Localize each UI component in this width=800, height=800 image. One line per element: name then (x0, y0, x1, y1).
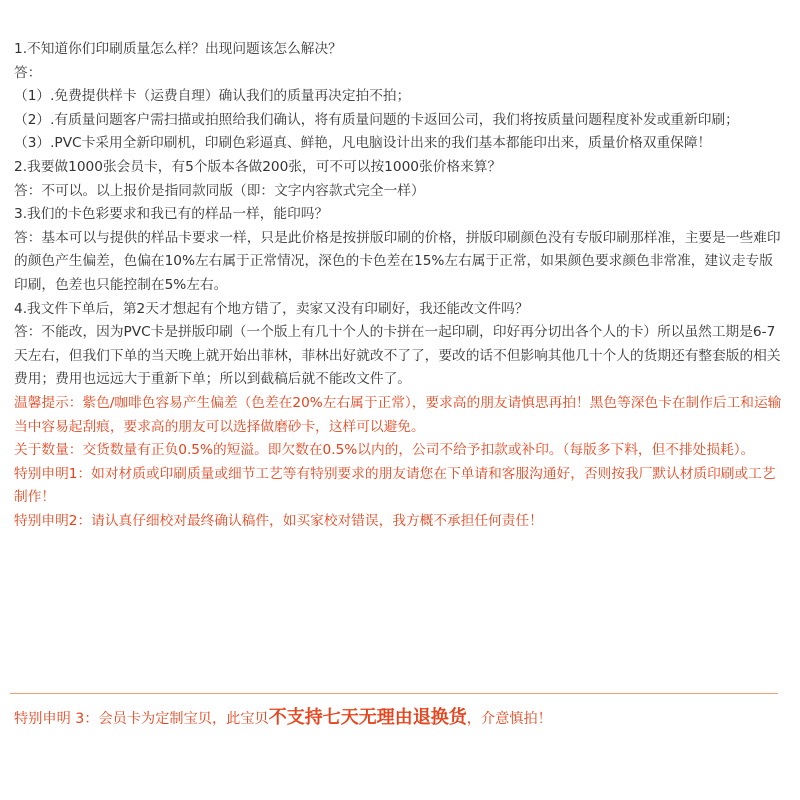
faq-paragraph: 温馨提示：紫色/咖啡色容易产生偏差（色差在20%左右属于正常），要求高的朋友请慎思再拍！黑色等深色卡在制作后工和运输当中容易起刮痕，要求高的朋友可以选择做磨砂卡，这样可以避免。 (14, 394, 782, 435)
faq-paragraph: （1）.免费提供样卡（运费自理）确认我们的质量再决定拍不拍； (14, 88, 411, 105)
faq-paragraph: 特别申明1：如对材质或印刷质量或细节工艺等有特别要求的朋友请您在下单请和客服沟通好，否则按我厂默认材质印刷或工艺制作！ (14, 465, 776, 506)
faq-paragraph: 3.我们的卡色彩要求和我已有的样品一样，能印吗？ (14, 206, 329, 223)
faq-paragraph: 答：不可以。以上报价是指同款同版（即：文字内容款式完全一样） (14, 182, 425, 199)
divider (10, 693, 778, 694)
faq-paragraph: 答：基本可以与提供的样品卡要求一样，只是此价格是按拼版印刷的价格，拼版印刷颜色没有专版印刷那样准，主要是一些难印的颜色产生偏差，色偏在10%左右属于正常情况，深色的卡色差在15%左右属于正常，如果颜色要求颜色非常准，建议走专版印刷，色差也只能控制在5%左右。 (14, 229, 781, 293)
final-notice-prefix: 特别申明 3：会员卡为定制宝贝，此宝贝 (14, 711, 269, 727)
faq-paragraph: 答： (14, 64, 42, 81)
final-notice-emphasis: 不支持七天无理由退换货 (268, 707, 467, 728)
final-notice-suffix: ，介意慎拍！ (466, 711, 552, 727)
faq-paragraph: 2.我要做1000张会员卡，有5个版本各做200张，可不可以按1000张价格来算？ (14, 158, 502, 175)
faq-paragraph: 答：不能改，因为PVC卡是拼版印刷（一个版上有几十个人的卡拼在一起印刷，印好再分切出各个人的卡）所以虽然工期是6-7天左右，但我们下单的当天晚上就开始出菲林，菲林出好就改不了了，要改的话不但影响其他几十个人的货期还有整套版的相关费用；费用也远远大于重新下单；所以到截稿后就不能改文件了。 (14, 324, 781, 388)
faq-content (14, 38, 786, 533)
final-notice (14, 703, 786, 734)
faq-paragraph: 4.我文件下单后，第2天才想起有个地方错了，卖家又没有印刷好，我还能改文件吗？ (14, 300, 529, 317)
faq-paragraph: （3）.PVC卡采用全新印刷机，印刷色彩逼真、鲜艳，凡电脑设计出来的我们基本都能印出来，质量价格双重保障！ (14, 135, 712, 152)
faq-paragraph: 关于数量：交货数量有正负0.5%的短溢。即欠数在0.5%以内的，公司不给予扣款或补印。（每版多下料，但不排处损耗）。 (14, 442, 755, 459)
faq-paragraph: 特别申明2：请认真仔细校对最终确认稿件，如买家校对错误，我方概不承担任何责任！ (14, 512, 543, 529)
faq-paragraph: 1.不知道你们印刷质量怎么样？出现问题该怎么解决？ (14, 41, 342, 57)
faq-paragraph: （2）.有质量问题客户需扫描或拍照给我们确认，将有质量问题的卡返回公司，我们将按质量问题程度补发或重新印刷； (14, 111, 739, 128)
